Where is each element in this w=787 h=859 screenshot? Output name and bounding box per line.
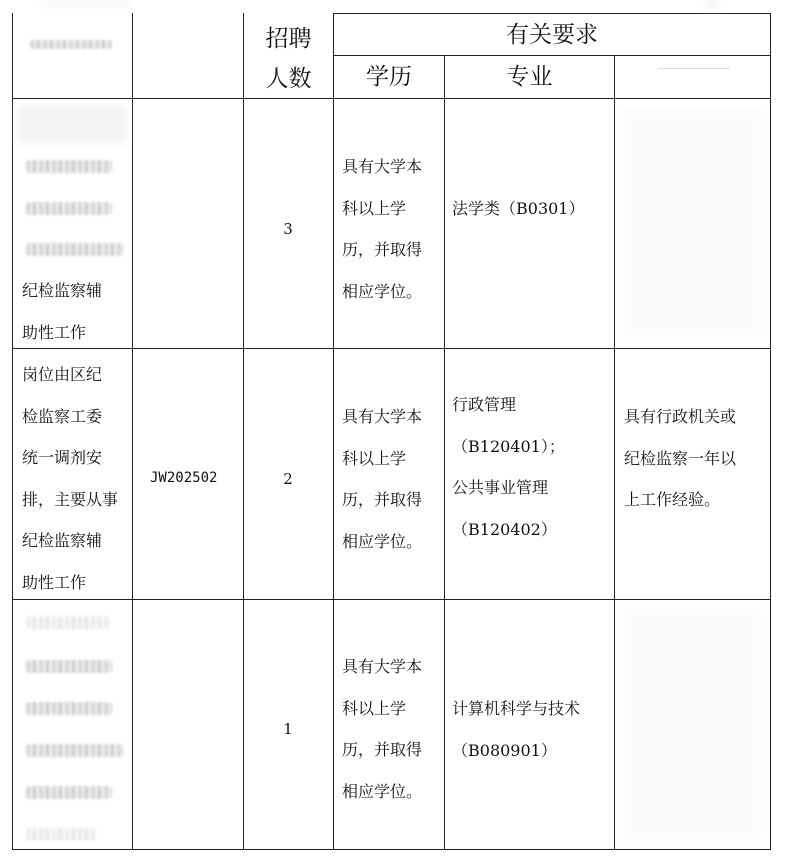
row2-major-line: （B120402） — [452, 519, 557, 539]
redacted-row1-other — [620, 110, 765, 340]
row1-education — [342, 146, 422, 312]
row2-description-line: 检监察工委 — [22, 406, 103, 426]
redacted-row1-line — [26, 202, 112, 215]
row1-description — [22, 270, 102, 353]
row2-other-line: 纪检监察一年以 — [624, 448, 737, 468]
row2-education-line: 具有大学本 — [342, 407, 423, 426]
row2-other-line: 具有行政机关或 — [624, 407, 737, 426]
col-divider-4 — [444, 55, 445, 850]
row2-count: 2 — [283, 470, 293, 488]
redacted-row3-line — [26, 744, 124, 757]
row2-bottom-border — [12, 599, 771, 600]
row3-major — [452, 688, 580, 771]
row2-other-requirements — [624, 396, 736, 521]
table-bottom-border — [12, 849, 771, 850]
row3-education-line: 科以上学 — [342, 698, 407, 718]
row1-education-line: 科以上学 — [342, 198, 407, 218]
redacted-row1-line — [26, 160, 112, 173]
row1-education-line: 具有大学本 — [342, 157, 423, 176]
row2-description-line: 助性工作 — [22, 572, 87, 592]
col-divider-3 — [333, 13, 334, 850]
redacted-row3-line — [26, 786, 112, 799]
redacted-row3-other — [620, 608, 765, 840]
header-recruit-count-line1: 招聘 — [265, 26, 312, 52]
row2-description-line: 排，主要从事 — [22, 489, 119, 509]
row1-education-line: 历，并取得 — [342, 240, 423, 259]
col-divider-5 — [614, 55, 615, 850]
row3-count: 1 — [283, 720, 293, 738]
redacted-row1-line — [26, 243, 124, 256]
row1-description-line: 纪检监察辅 — [22, 281, 103, 300]
table-top-border — [334, 13, 771, 14]
header-bottom-border — [12, 98, 771, 99]
row1-description-line: 助性工作 — [22, 322, 87, 342]
row2-description-line: 纪检监察辅 — [22, 531, 103, 550]
row2-description — [22, 354, 118, 603]
row2-education-line: 相应学位。 — [342, 531, 423, 551]
row1-major — [452, 188, 584, 230]
row3-education-line: 历，并取得 — [342, 740, 423, 759]
row3-education-line: 相应学位。 — [342, 781, 423, 801]
row1-bottom-border — [12, 348, 771, 349]
top-edge-remnant-right — [705, 0, 719, 10]
top-edge-remnant — [40, 0, 130, 6]
redacted-row1-top — [16, 104, 128, 144]
row2-major-line: 公共事业管理 — [452, 478, 549, 497]
redacted-row3-line — [26, 702, 112, 715]
redacted-row3-line — [26, 660, 112, 673]
header-recruit-count-line2: 人数 — [265, 66, 312, 92]
row2-major — [452, 384, 565, 550]
row2-position-code: JW202502 — [150, 470, 218, 486]
row2-major-line: 行政管理 — [452, 395, 517, 414]
row3-major-line: 计算机科学与技术 — [452, 699, 581, 718]
row2-education — [342, 396, 422, 562]
row1-major-line: 法学类（B0301） — [452, 199, 585, 218]
row2-description-line: 统一调剂安 — [22, 448, 103, 467]
table-right-border — [770, 13, 771, 850]
header-requirements: 有关要求 — [506, 22, 598, 48]
header-education: 学历 — [366, 64, 412, 90]
row3-major-line: （B080901） — [452, 740, 557, 760]
row2-description-line: 岗位由区纪 — [22, 365, 103, 384]
row3-education — [342, 646, 422, 812]
col-divider-1 — [132, 13, 133, 850]
row3-education-line: 具有大学本 — [342, 657, 423, 676]
row2-education-line: 科以上学 — [342, 448, 407, 468]
redacted-row3-line — [26, 828, 96, 841]
row1-education-line: 相应学位。 — [342, 281, 423, 301]
redacted-row3-line — [26, 616, 110, 629]
row2-major-line: （B120401）； — [452, 436, 565, 456]
row1-count: 3 — [283, 220, 293, 238]
header-major: 专业 — [506, 64, 553, 90]
header-other-underline — [658, 68, 730, 69]
redacted-header-text — [30, 40, 112, 49]
row2-other-line: 上工作经验。 — [624, 490, 721, 509]
row2-education-line: 历，并取得 — [342, 490, 423, 509]
header-sub-divider — [334, 55, 771, 56]
table-left-border — [12, 13, 13, 850]
